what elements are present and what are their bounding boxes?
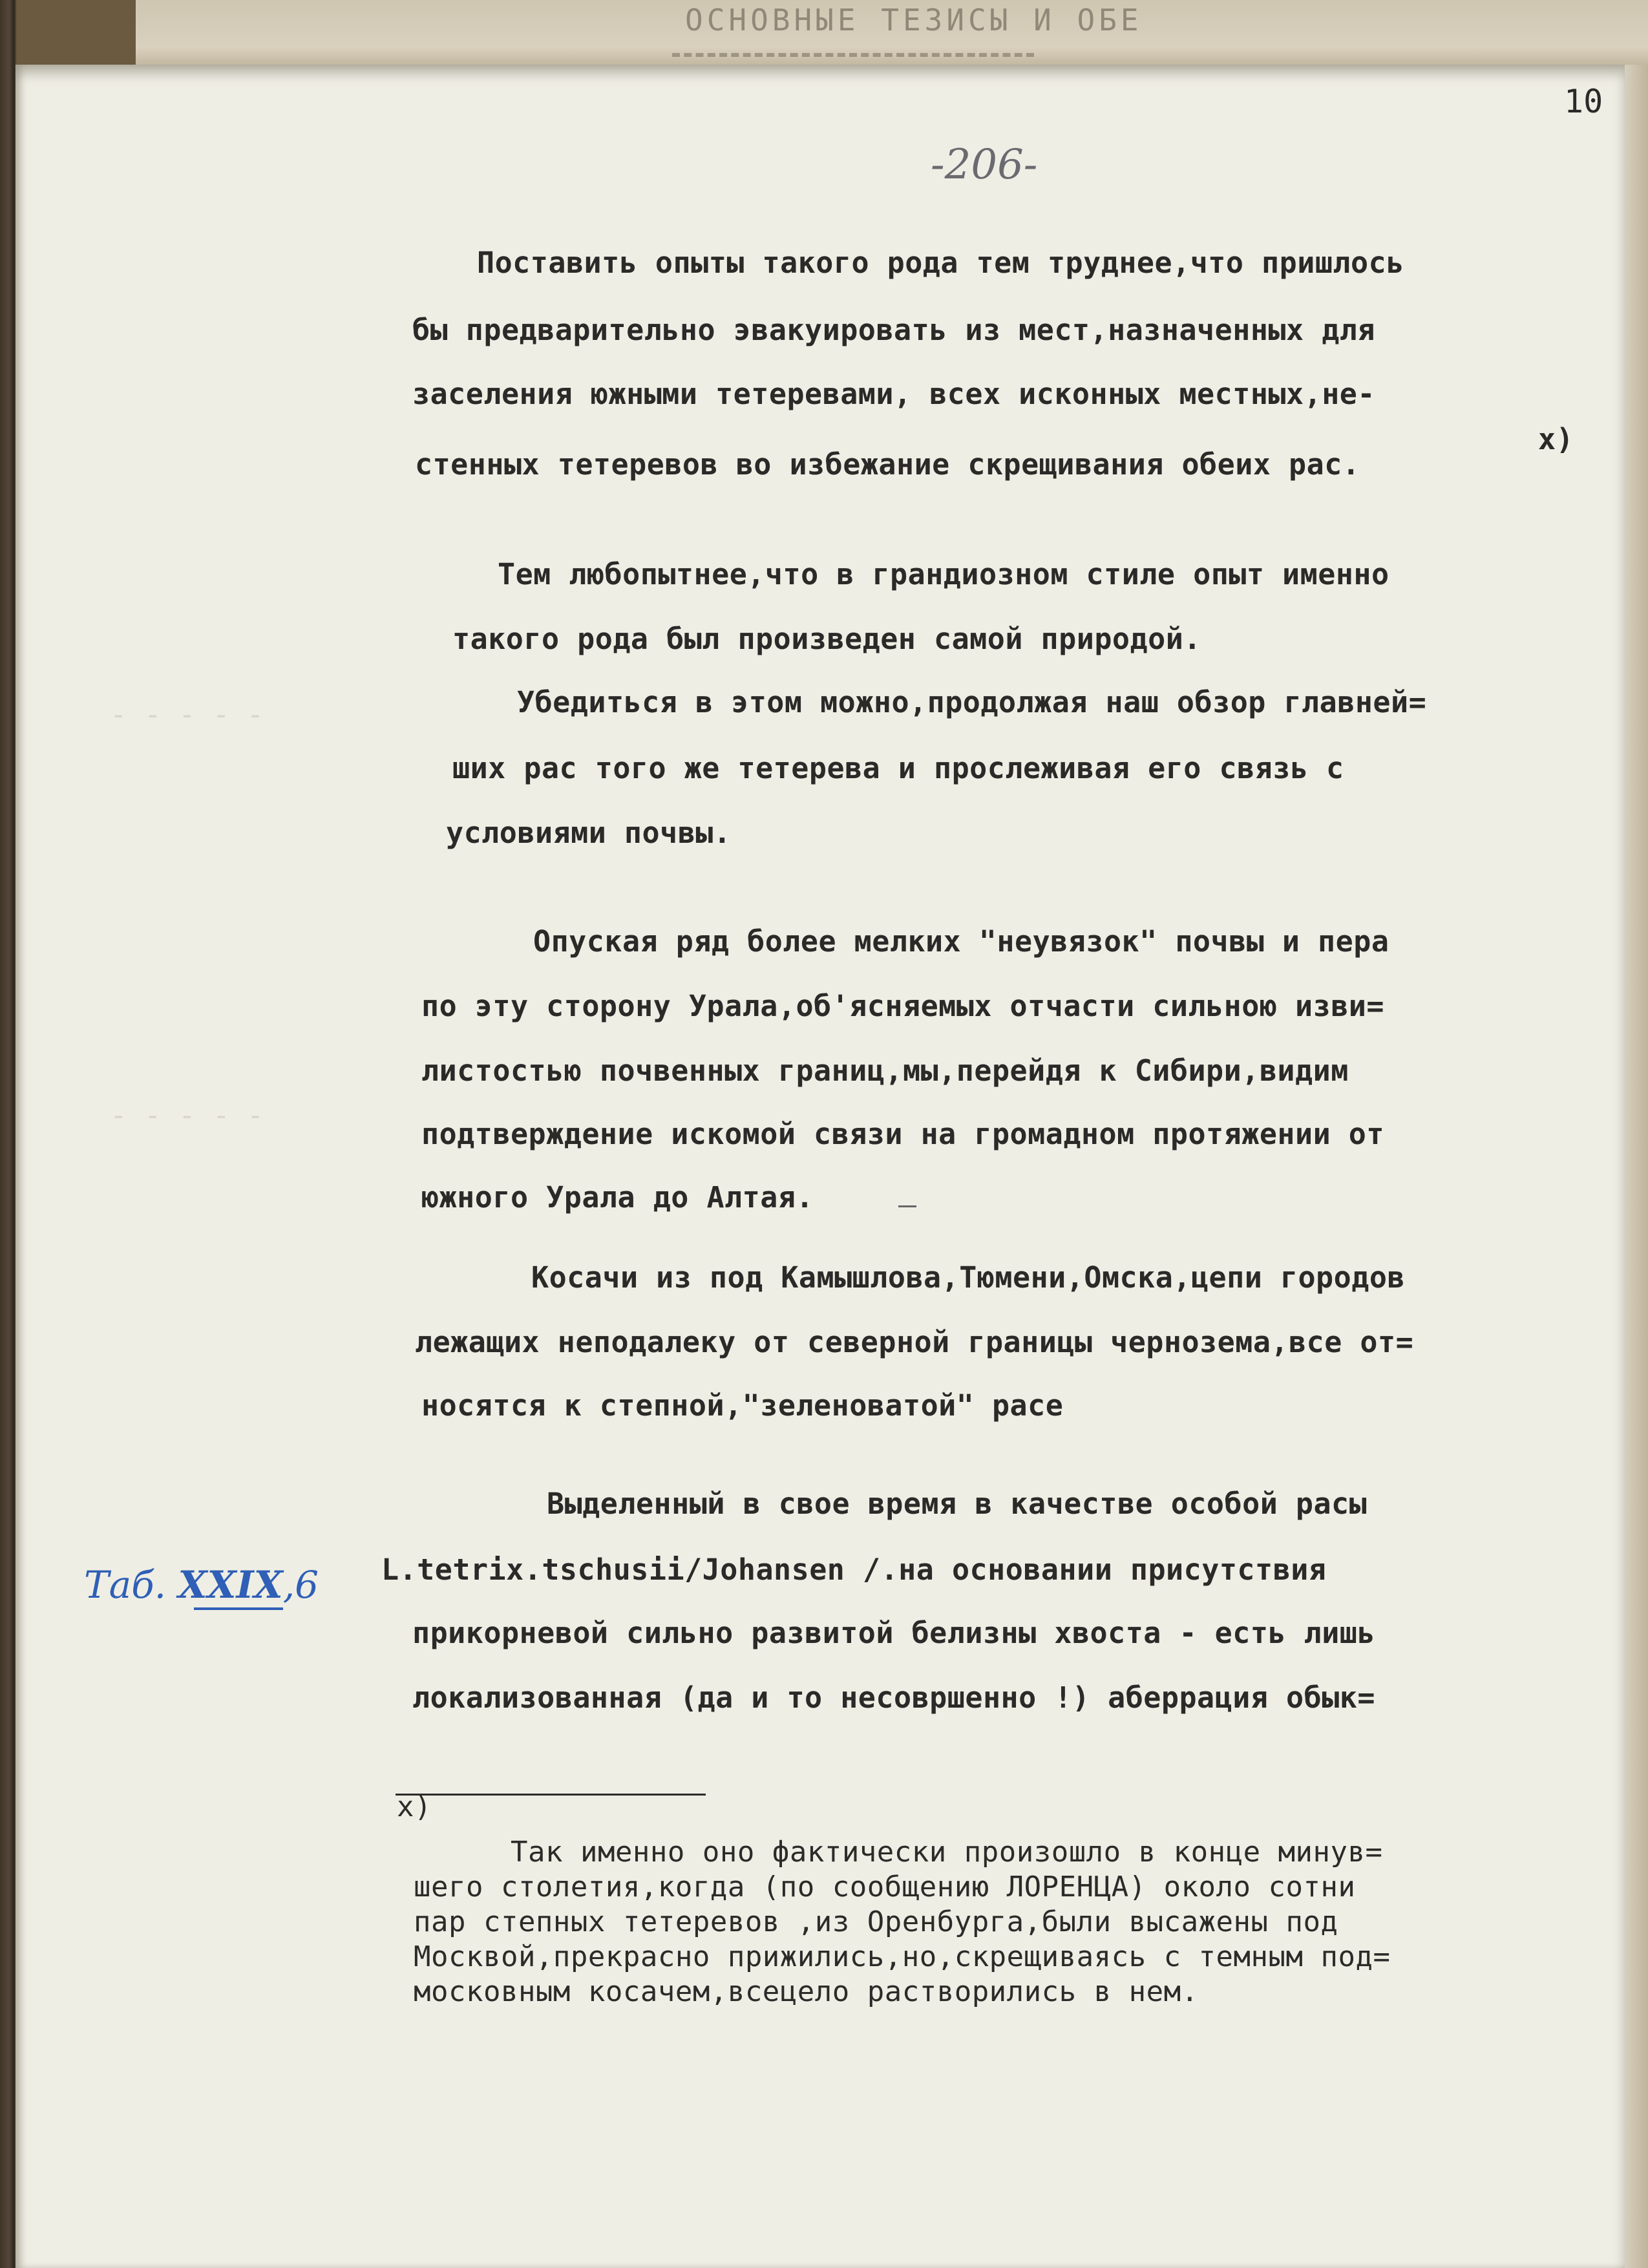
bleed-through-margin-mark: - - - - - [110,1099,264,1132]
body-line: стенных тетеревов во избежание скрещивания обеих рас. [415,447,1360,482]
body-line: Поставить опыты такого рода тем труднее,что пришлось [477,246,1404,280]
footnote-line: московным косачем,всецело растворились в нем. [414,1975,1199,2008]
margin-table-numeral: XXIX [178,1563,283,1607]
footnote-rule [396,1794,706,1796]
body-line: по эту сторону Урала,об'ясняемых отчасти сильною изви= [421,989,1384,1023]
body-line: условиями почвы. [446,816,732,850]
body-line: Опуская ряд более мелких "неувязок" почвы и пера [533,924,1389,959]
body-line: локализованная (да и то несовршенно !) аберрация обык= [412,1680,1375,1715]
body-line: L.tetrix.tschusii/Johansen /.на основании присутствия [381,1553,1327,1587]
body-line: заселения южными тетеревами, всех исконных местных,не- [412,377,1375,411]
footnote-marker: x) [1538,422,1574,456]
body-line: такого рода был произведен самой природой. [452,622,1201,656]
body-line: Выделенный в свое время в качестве особой расы [547,1487,1368,1521]
footnote-line: пар степных тетеревов ,из Оренбурга,были высажены под [414,1905,1338,1938]
page-number: 10 [1564,83,1603,120]
margin-table-suffix: ,6 [282,1563,319,1607]
margin-table-prefix: Таб. [84,1563,167,1607]
body-line: носятся к степной,"зеленоватой" расе [421,1388,1064,1423]
body-line: прикорневой сильно развитой белизны хвоста - есть лишь [412,1616,1375,1650]
body-line: ших рас того же тетерева и прослеживая его связь с [452,751,1344,785]
bleed-through-margin-mark: - - - - - [110,698,264,731]
body-line: Косачи из под Камышлова,Тюмени,Омска,цепи городов [531,1260,1406,1295]
body-line: бы предварительно эвакуировать из мест,назначенных для [412,313,1375,347]
footnote-line: шего столетия,когда (по сообщению ЛОРЕНЦА) около сотни [414,1871,1356,1903]
body-line: южного Урала до Алтая. [421,1180,814,1214]
margin-reference-underline [194,1607,283,1610]
stray-dash [898,1205,916,1207]
footnote-line: Так именно оно фактически произошло в конце минув= [511,1836,1383,1869]
body-line: Убедиться в этом можно,продолжая наш обзор главней= [517,685,1427,719]
footnote-ref: x) [397,1790,432,1823]
underlying-sheet [136,0,1648,68]
margin-table-reference [84,1563,319,1607]
body-line: Тем любопытнее,что в грандиозном стиле опыт именно [498,557,1389,591]
body-line: подтверждение искомой связи на громадном протяжении от [421,1117,1384,1151]
body-line: лежащих неподалеку от северной границы чернозема,все от= [415,1325,1414,1359]
page-edge [1625,65,1648,2268]
underlying-sheet-rule [672,53,1034,61]
body-line: листостью почвенных границ,мы,перейдя к Сибири,видим [421,1054,1349,1088]
archive-page-number: -206- [931,141,1038,189]
footnote-line: Москвой,прекрасно прижились,но,скрещиваясь с темным под= [414,1940,1391,1973]
underlying-sheet-heading: ОСНОВНЫЕ ТЕЗИСЫ И ОБЕ [685,3,1143,37]
